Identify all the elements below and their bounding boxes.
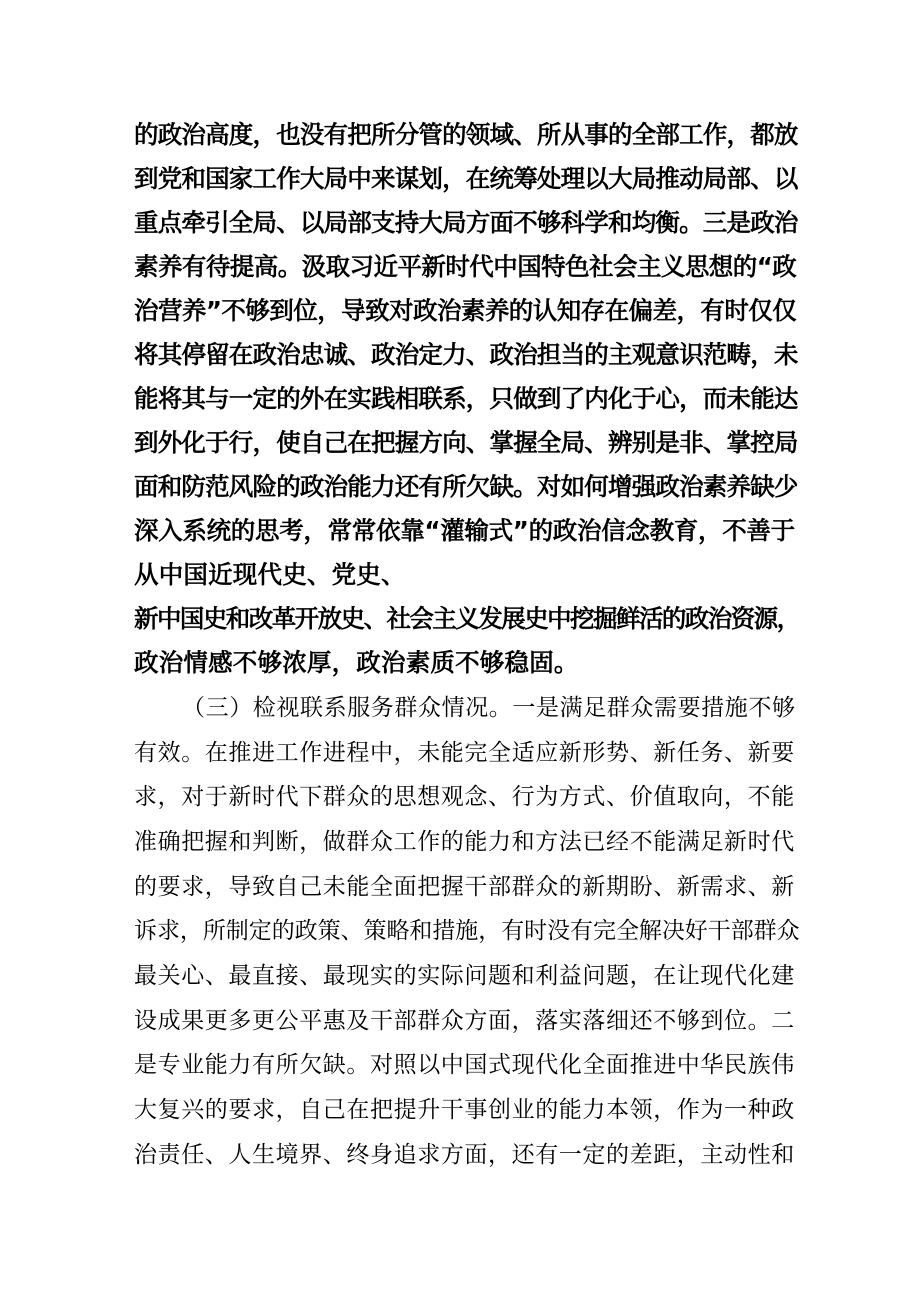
text-line: 是专业能力有所欠缺。对照以中国式现代化全面推进中华民族伟 bbox=[134, 1052, 795, 1078]
text-line: 能将其与一定的外在实践相联系，只做到了内化于心，而未能达 bbox=[134, 384, 798, 413]
text-line: 治责任、人生境界、终身追求方面，还有一定的差距，主动性和 bbox=[134, 1142, 795, 1168]
text-line: 诉求，所制定的政策、策略和措施，有时没有完全解决好干部群众 bbox=[134, 918, 800, 944]
text-line: 治营养”不够到位，导致对政治素养的认知存在偏差，有时仅仅 bbox=[134, 296, 797, 325]
text-line: 新中国史和改革开放史、社会主义发展史中挖掘鲜活的政治资源， bbox=[134, 604, 800, 633]
text-line: 求，对于新时代下群众的思想观念、行为方式、价值取向，不能 bbox=[134, 784, 795, 810]
text-line: 到党和国家工作大局中来谋划，在统筹处理以大局推动局部、以 bbox=[134, 164, 798, 193]
text-line: 重点牵引全局、以局部支持大局方面不够科学和均衡。三是政治 bbox=[134, 208, 798, 237]
text-line: 有效。在推进工作进程中，未能完全适应新形势、新任务、新要 bbox=[134, 740, 795, 766]
text-line: 设成果更多更公平惠及干部群众方面，落实落细还不够到位。二 bbox=[134, 1008, 795, 1034]
text-line: 最关心、最直接、最现实的实际问题和利益问题，在让现代化建 bbox=[134, 963, 795, 989]
text-line: 从中国近现代史、党史、 bbox=[134, 560, 406, 589]
text-line: 的要求，导致自己未能全面把握干部群众的新期盼、新需求、新 bbox=[134, 874, 795, 900]
text-line: 深入系统的思考，常常依靠“灌输式”的政治信念教育，不善于 bbox=[134, 516, 795, 545]
text-line: 准确把握和判断，做群众工作的能力和方法已经不能满足新时代 bbox=[134, 829, 795, 855]
text-line: 政治情感不够浓厚，政治素质不够稳固。 bbox=[134, 648, 579, 677]
text-line: 将其停留在政治忠诚、政治定力、政治担当的主观意识范畴，未 bbox=[134, 340, 798, 369]
text-line: 面和防范风险的政治能力还有所欠缺。对如何增强政治素养缺少 bbox=[134, 472, 798, 501]
paragraph-heading-line: （三）检视联系服务群众情况。一是满足群众需要措施不够 bbox=[182, 695, 796, 721]
text-line: 大复兴的要求，自己在把提升干事创业的能力本领，作为一种政 bbox=[134, 1097, 795, 1123]
text-line: 素养有待提高。汲取习近平新时代中国特色社会主义思想的“政 bbox=[134, 252, 797, 281]
text-line: 到外化于行，使自己在把握方向、掌握全局、辨别是非、掌控局 bbox=[134, 428, 798, 457]
text-line: 的政治高度，也没有把所分管的领域、所从事的全部工作，都放 bbox=[134, 120, 798, 149]
